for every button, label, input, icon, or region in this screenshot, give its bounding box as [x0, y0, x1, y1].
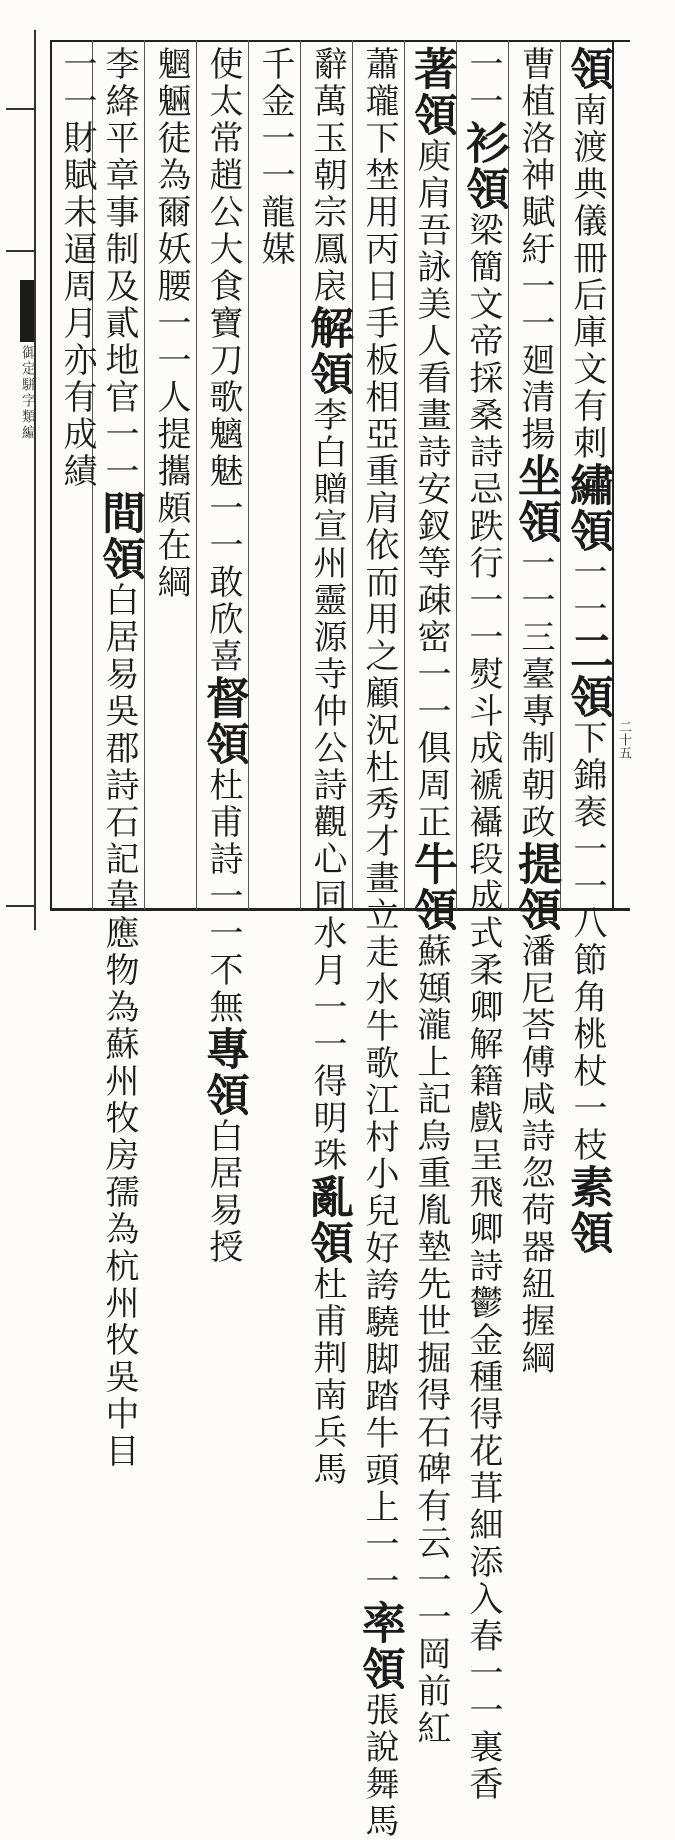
- text-column: 曹植洛神賦紆一一廻清揚坐領一一三臺專制朝政提領潘尼荅傅咸詩忽荷器紐握綱: [510, 46, 561, 1377]
- text-column: 一一衫領梁簡文帝採桑詩忌跌行一一熨斗成褫襵段成式柔卿解籍戲呈飛卿詩鬱金種得花茸細添入春一一裏香: [458, 46, 509, 1803]
- text-column: 著領庾肩吾詠美人看畫詩安釵等疎密一一俱周正牛領蘇頲瀧上記烏重胤墊先世掘得石碑有云一一岡前紅: [406, 46, 457, 1747]
- text-column: 領南渡典儀冊后庫文有刺繡領一一二領下錦袠一一八節角桃杖一枝素領: [562, 46, 613, 1256]
- binding-margin: [0, 0, 42, 964]
- margin-tick: [6, 250, 36, 252]
- text-column: 千金一一龍媒: [255, 46, 295, 268]
- column-rule: [196, 40, 197, 910]
- column-rule: [456, 40, 457, 910]
- column-rule: [248, 40, 249, 910]
- text-column: 一一財賦未逼周月亦有成績: [57, 46, 97, 490]
- column-rule: [352, 40, 353, 910]
- book-title: 御定駢字類編: [20, 345, 36, 441]
- margin-rule: [34, 30, 36, 930]
- text-column: 蕭瓏下埜用丙日手板相亞重肩依而用之顧況杜秀才畫立走水牛歌江村小兒好誇驍脚踏牛頭上一一率領張說舞馬: [354, 46, 405, 1840]
- column-rule: [404, 40, 405, 910]
- page-number: 二十五: [616, 720, 631, 759]
- column-rule: [300, 40, 301, 910]
- column-rule: [144, 40, 145, 910]
- frame-top-rule: [50, 40, 630, 42]
- text-column: 李絳平章事制及貳地官一一間領白居易吳郡詩石記韋應物為蘇州牧房孺為杭州牧吳中目: [94, 46, 145, 1470]
- text-column: 使太常趙公大食寶刀歌魑魅一一敢欣喜督領杜甫詩一一不無專領白居易授: [198, 46, 249, 1266]
- fish-tail-mark: [20, 280, 34, 342]
- margin-tick: [6, 905, 36, 907]
- text-column: 辭萬玉朝宗鳳扆解領李白贈宣州靈源寺仲公詩觀心同水月一一得明珠亂領杜甫荆南兵馬: [302, 46, 353, 1488]
- text-column: 魍魎徒為爾妖腰一一人提攜頗在綱: [151, 46, 191, 601]
- margin-tick: [6, 108, 36, 110]
